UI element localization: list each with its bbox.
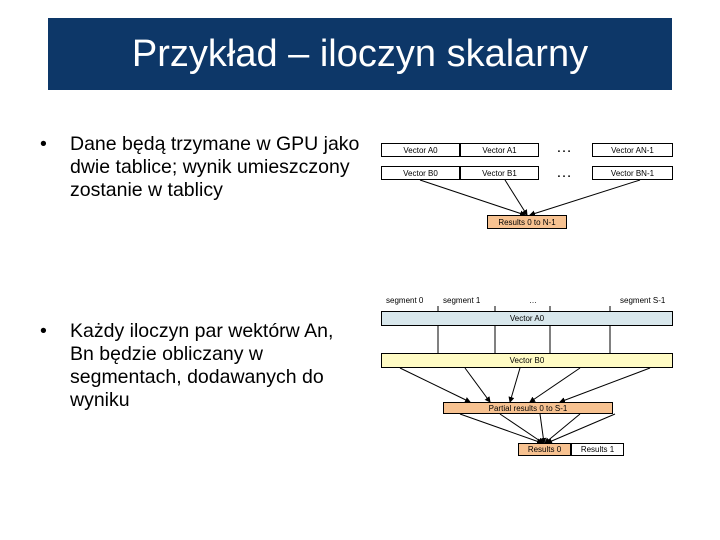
segment-label: segment S-1	[620, 296, 666, 305]
partial-results-label: Partial results 0 to S-1	[488, 403, 568, 413]
segmented-vector-b	[381, 353, 673, 368]
results-n-box	[487, 215, 567, 229]
vector-b1-box	[460, 166, 539, 180]
segmented-vector-b-label: Vector B0	[509, 356, 545, 365]
vector-b0-label: Vector B0	[403, 168, 438, 178]
vector-b0-box	[381, 166, 460, 180]
page-title: Przykład – iloczyn skalarny	[131, 32, 589, 75]
vector-bn1-label: Vector BN-1	[610, 168, 655, 178]
segmented-vector-a-label: Vector A0	[509, 314, 545, 323]
vector-a0-label: Vector A0	[403, 145, 438, 155]
bullet-text: Dane będą trzymane w GPU jako dwie tablice; wynik umieszczony zostanie w tablicy	[70, 133, 360, 201]
results-1-label: Results 1	[580, 445, 615, 454]
bullet-dot: •	[40, 320, 47, 342]
results-1-box	[571, 443, 624, 456]
vector-a0-box	[381, 143, 460, 157]
bullet-dot: •	[40, 133, 47, 155]
vector-a1-label: Vector A1	[482, 145, 517, 155]
vector-a1-box	[460, 143, 539, 157]
vector-bn1-box	[592, 166, 673, 180]
results-0-label: Results 0	[527, 445, 562, 454]
results-0-box	[518, 443, 571, 456]
ellipsis-b: …	[556, 164, 572, 181]
bullet-text: Każdy iloczyn par wektórw An, Bn będzie obliczany w segmentach, dodawanych do wyniku	[70, 320, 334, 411]
segment-label: segment 0	[386, 296, 424, 305]
segment-label: segment 1	[443, 296, 481, 305]
results-n-label: Results 0 to N-1	[498, 217, 556, 227]
vector-an1-label: Vector AN-1	[611, 145, 654, 155]
segment-label: …	[529, 296, 537, 305]
vector-an1-box	[592, 143, 673, 157]
segmented-vector-a	[381, 311, 673, 326]
vector-b1-label: Vector B1	[482, 168, 517, 178]
ellipsis-a: …	[556, 139, 572, 156]
partial-results-box	[443, 402, 613, 414]
